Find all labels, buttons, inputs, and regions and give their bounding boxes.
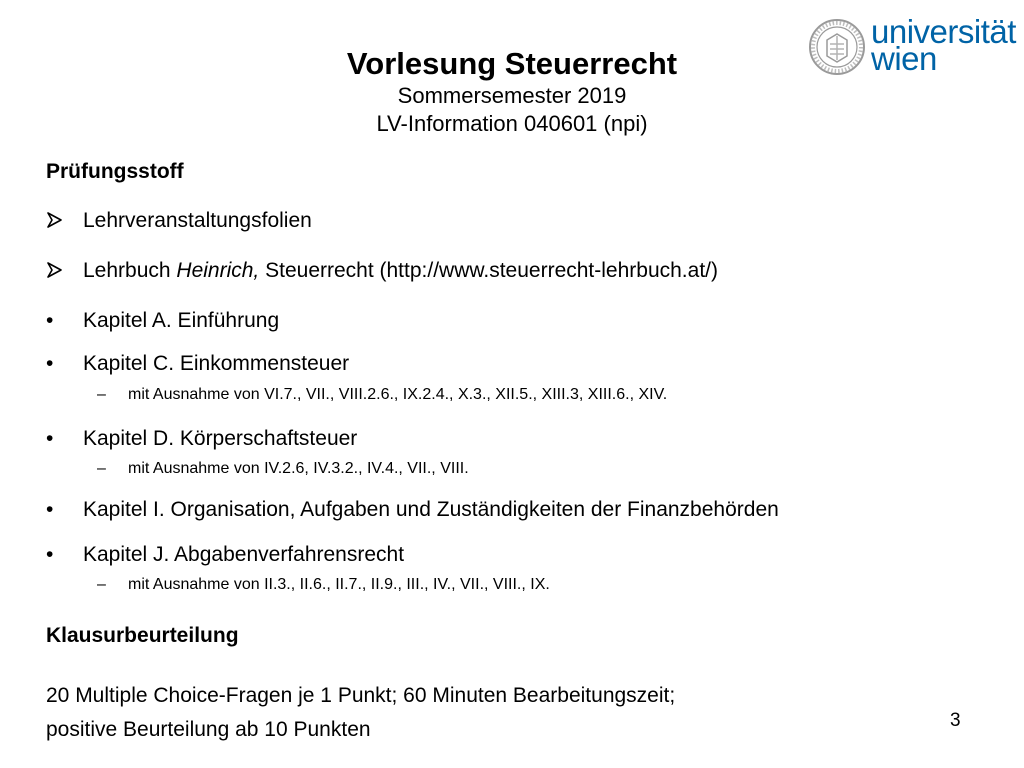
dash-icon: – — [97, 576, 106, 593]
chapter-note-j — [97, 575, 550, 595]
chapter-note: mit Ausnahme von II.3., II.6., II.7., II.9., III., IV., VII., VIII., IX. — [128, 576, 550, 593]
chapter-note-d — [97, 459, 469, 479]
chapter-label: Kapitel J. Abgabenverfahrensrecht — [83, 543, 405, 566]
chapter-item-a — [46, 309, 279, 333]
chapter-note-c — [97, 385, 668, 405]
chapter-note: mit Ausnahme von IV.2.6, IV.3.2., IV.4., VII., VIII. — [128, 460, 469, 477]
lehrbuch-prefix: Lehrbuch — [83, 259, 177, 282]
lehrbuch-author: Heinrich, — [176, 259, 260, 282]
arrow-bullet-icon — [46, 212, 62, 228]
chapter-label: Kapitel C. Einkommensteuer — [83, 352, 350, 375]
klausur-line-2: positive Beurteilung ab 10 Punkten — [46, 718, 371, 741]
bullet-icon: • — [46, 498, 54, 521]
bullet-icon: • — [46, 309, 54, 332]
chapter-label: Kapitel D. Körperschaftsteuer — [83, 427, 358, 450]
chapter-note: mit Ausnahme von VI.7., VII., VIII.2.6., IX.2.4., X.3., XII.5., XIII.3, XIII.6., XIV. — [128, 386, 668, 403]
chapter-item-c — [46, 352, 349, 376]
chapter-item-i — [46, 498, 779, 522]
klausur-heading: Klausurbeurteilung — [46, 624, 239, 647]
lehrbuch-suffix: Steuerrecht (http://www.steuerrecht-lehrbuch.at/) — [259, 259, 718, 282]
chapter-label: Kapitel A. Einführung — [83, 309, 280, 332]
logo-line-2: wien — [871, 40, 937, 77]
bullet-icon: • — [46, 543, 54, 566]
arrow-item-folien — [46, 209, 312, 233]
chapter-item-j — [46, 543, 404, 567]
chapter-label: Kapitel I. Organisation, Aufgaben und Zuständigkeiten der Finanzbehörden — [83, 498, 779, 521]
arrow-bullet-icon — [46, 262, 62, 278]
dash-icon: – — [97, 460, 106, 477]
page-title: Vorlesung Steuerrecht — [346, 46, 678, 81]
page-number: 3 — [950, 710, 961, 731]
title-block — [0, 40, 1024, 138]
chapter-item-d — [46, 427, 357, 451]
logo-line-1: universität — [871, 13, 1016, 50]
klausur-line-1: 20 Multiple Choice-Fragen je 1 Punkt; 60 Minuten Bearbeitungszeit; — [46, 684, 676, 707]
arrow-item-label: Lehrveranstaltungsfolien — [83, 209, 312, 232]
dash-icon: – — [97, 386, 106, 403]
bullet-icon: • — [46, 427, 54, 450]
bullet-icon: • — [46, 352, 54, 375]
course-subtitle: LV-Information 040601 (npi) — [376, 111, 648, 136]
pruefungsstoff-heading: Prüfungsstoff — [46, 160, 184, 183]
semester-subtitle: Sommersemester 2019 — [397, 83, 627, 108]
arrow-item-lehrbuch — [46, 259, 718, 283]
